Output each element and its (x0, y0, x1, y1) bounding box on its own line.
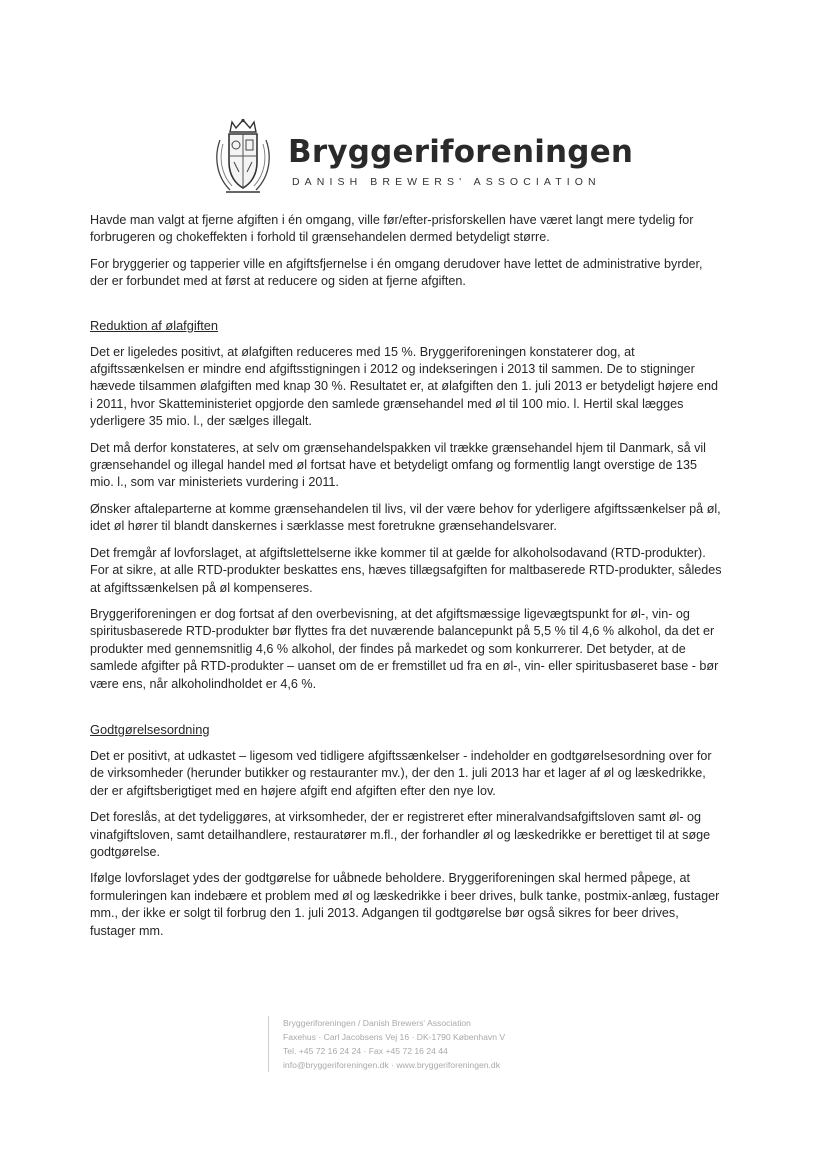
coat-of-arms-icon (212, 118, 274, 196)
section2-paragraph-1: Det er positivt, at udkastet – ligesom ved tidligere afgiftssænkelser - indeholder en godtgørelsesordning over for de virksomheder (herunder butikker og restauranter mv.), der den 1. juli 2013 har et lager af øl og læskedrikke, der er afgiftsberigtiget med en højere afgift end afgiften efter den nye lov. (90, 748, 712, 798)
intro-paragraph-2: For bryggerier og tapperier ville en afgiftsfjernelse i én omgang derudover have lettet de administrative byrder, der er forbundet med at først at reducere og siden at fjerne afgiften. (90, 256, 703, 289)
footer-line-web: info@bryggeriforeningen.dk · www.bryggeriforeningen.dk (283, 1060, 501, 1070)
section-heading-godtgoerelse: Godtgørelsesordning (90, 721, 210, 737)
section1-paragraph-4: Det fremgår af lovforslaget, at afgiftslettelserne ikke kommer til at gælde for alkoholsodavand (RTD-produkter). For at sikre, at alle RTD-produkter beskattes ens, hæves tillægsafgiften for maltbaserede RTD-produkter, således at afgiftssænkelsen på øl kompenseres. (90, 545, 722, 595)
footer-line-address: Faxehus · Carl Jacobsens Vej 16 · DK-1790 København V (283, 1032, 506, 1042)
footer-line-phone: Tel. +45 72 16 24 24 · Fax +45 72 16 24 44 (283, 1046, 448, 1056)
section-godtgoerelse (90, 721, 722, 940)
section2-paragraph-3: Ifølge lovforslaget ydes der godtgørelse for uåbnede beholdere. Bryggeriforeningen skal hermed påpege, at formuleringen kan indebære et problem med øl og læskedrikke i beer drives, bulk tanke, postmix-anlæg, fustager mm., der ikke er solgt til forbrug den 1. juli 2013. Adgangen til godtgørelse bør også sikres for beer drives, fustager mm. (90, 871, 720, 938)
section-reduktion (90, 317, 722, 693)
section1-paragraph-1: Det er ligeledes positivt, at ølafgiften reduceres med 15 %. Bryggeriforeningen konstaterer dog, at afgiftssænkelsen er mindre end afgiftsstigningen i 2012 og indekseringen i 2013 til sammen. De to stigninger hævede tilsammen ølafgiften med knap 30 %. Resultatet er, at ølafgiften den 1. juli 2013 er betydeligt højere end i 2011, hvor Skatteministeriet opgjorde den samlede grænsehandel med øl til 100 mio. l. Hertil skal lægges yderligere 35 mio. l., der sælges illegalt. (90, 344, 718, 429)
brand-name: Bryggeriforeningen (288, 134, 634, 170)
footer-line-organisation: Bryggeriforeningen / Danish Brewers' Association (283, 1018, 471, 1028)
intro-paragraph-1: Havde man valgt at fjerne afgiften i én omgang, ville før/efter-prisforskellen have været langt mere tydelig for forbrugeren og chokeffekten i forhold til grænsehandelen dermed betydeligt større. (90, 213, 694, 245)
brand-subtitle: DANISH BREWERS' ASSOCIATION (292, 176, 601, 188)
footer-address (268, 1016, 583, 1072)
section2-paragraph-2: Det foreslås, at det tydeliggøres, at virksomheder, der er registreret efter mineralvandsafgiftsloven samt øl- og vinafgiftsloven, samt detailhandlere, restauratører m.fl., der forhandler øl og læskedrikke er berettiget til at søge godtgørelse. (90, 810, 711, 859)
section1-paragraph-3: Ønsker aftaleparterne at komme grænsehandelen til livs, vil der være behov for yderligere afgiftssænkelser på øl, idet øl hører til blandt danskernes i særklasse mest foretrukne grænsehandelsvarer. (90, 501, 721, 534)
letterhead (212, 118, 634, 198)
section1-paragraph-5: Bryggeriforeningen er dog fortsat af den overbevisning, at det afgiftsmæssige ligevægtspunkt for øl-, vin- og spiritusbaserede RTD-produkter bør flyttes fra det nuværende balancepunkt på 5,5 % til 4,6 % alkohol, da det er produkter med gennemsnitlig 4,6 % alkohol, der findes på markedet og som konkurrerer. Det betyder, at de samlede afgifter på RTD-produkter – uanset om de er fremstillet ud fra en øl-, vin- eller spiritusbaseret base - bør være ens, når alkoholindholdet er 4,6 %. (90, 606, 719, 691)
section-heading-reduktion: Reduktion af ølafgiften (90, 317, 219, 333)
section1-paragraph-2: Det må derfor konstateres, at selv om grænsehandelspakken vil trække grænsehandel hjem til Danmark, så vil grænsehandel og illegal handel med øl fortsat have et betydeligt omfang og formentlig langt overstige de 135 mio. l., som var ministeriets vurdering i 2011. (90, 440, 706, 490)
letter-body (90, 212, 722, 949)
